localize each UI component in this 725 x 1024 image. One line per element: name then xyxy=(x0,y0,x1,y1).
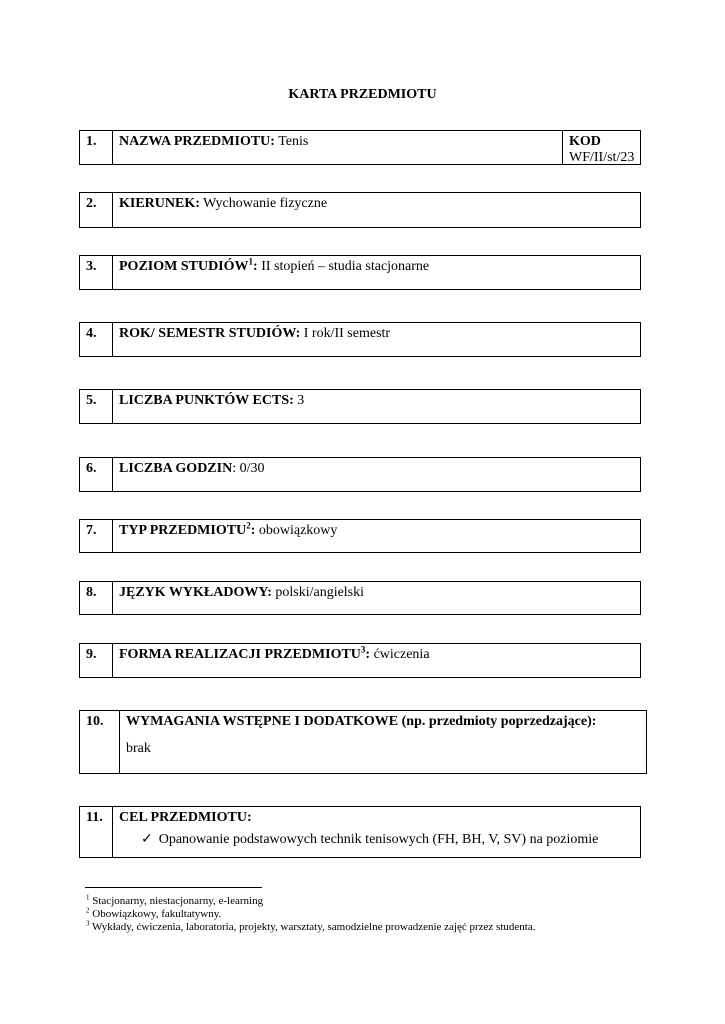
footnote xyxy=(86,921,535,934)
footnote-ref: 2 xyxy=(246,520,251,531)
section-course-type xyxy=(79,519,641,553)
footnote-mark: 2 xyxy=(86,906,90,915)
section-value: obowiązkowy xyxy=(255,523,338,538)
section-hours xyxy=(79,457,641,492)
footnote xyxy=(86,908,535,921)
section-field-of-study xyxy=(79,192,641,228)
section-label: TYP PRZEDMIOTU xyxy=(119,523,247,538)
footnote-text: Obowiązkowy, fakultatywny. xyxy=(89,908,222,920)
section-number: 1. xyxy=(80,131,113,164)
section-label: KIERUNEK: xyxy=(119,196,200,211)
section-ects-points xyxy=(79,389,641,424)
section-content xyxy=(113,193,640,227)
section-label: FORMA REALIZACJI PRZEDMIOTU xyxy=(119,647,361,662)
section-number: 9. xyxy=(80,644,113,677)
section-course-name xyxy=(79,130,641,165)
section-study-level xyxy=(79,255,641,290)
course-code-cell xyxy=(562,131,640,164)
section-label: NAZWA PRZEDMIOTU: xyxy=(119,134,275,149)
footnote xyxy=(86,895,535,908)
footnote-mark: 1 xyxy=(86,893,90,902)
section-number: 11. xyxy=(80,807,113,857)
section-year-semester xyxy=(79,322,641,357)
footnote-separator xyxy=(85,887,262,888)
section-label: CEL PRZEDMIOTU: xyxy=(119,810,252,825)
section-label: POZIOM STUDIÓW xyxy=(119,259,249,274)
section-content xyxy=(113,520,640,552)
section-label: LICZBA GODZIN xyxy=(119,461,233,476)
section-content xyxy=(113,807,640,857)
section-number: 7. xyxy=(80,520,113,552)
section-content xyxy=(113,582,640,614)
section-number: 10. xyxy=(80,711,120,773)
section-number: 8. xyxy=(80,582,113,614)
objective-text: Opanowanie podstawowych technik tenisowych (FH, BH, V, SV) na poziomie xyxy=(158,832,599,847)
section-delivery-form xyxy=(79,643,641,678)
section-value: 3 xyxy=(293,393,305,408)
footnote-ref: 1 xyxy=(248,256,254,267)
section-number: 5. xyxy=(80,390,113,423)
objective-item xyxy=(119,832,640,848)
section-label: WYMAGANIA WSTĘPNE I DODATKOWE (np. przedmioty poprzedzające): xyxy=(126,714,597,729)
course-code-value: WF/II/st/23 xyxy=(569,150,635,165)
section-content xyxy=(113,390,640,423)
section-label: LICZBA PUNKTÓW ECTS: xyxy=(119,393,294,408)
section-value: Tenis xyxy=(274,134,309,149)
section-number: 4. xyxy=(80,323,113,356)
section-label: ROK/ SEMESTR STUDIÓW: xyxy=(119,326,301,341)
section-value: II stopień – studia stacjonarne xyxy=(257,259,430,274)
section-language xyxy=(79,581,641,615)
section-content xyxy=(113,323,640,356)
footnote-text: Stacjonarny, niestacjonarny, e-learning xyxy=(89,895,264,907)
section-value: Wychowanie fizyczne xyxy=(199,196,328,211)
footnote-ref: 3 xyxy=(360,644,366,655)
footnote-mark: 3 xyxy=(86,919,90,928)
section-number: 6. xyxy=(80,458,113,491)
page-title: KARTA PRZEDMIOTU xyxy=(288,87,437,102)
section-number: 3. xyxy=(80,256,113,289)
section-value: : 0/30 xyxy=(232,461,265,476)
section-content xyxy=(113,644,640,677)
footnote-text: Wykłady, ćwiczenia, laboratoria, projekty, warsztaty, samodzielne prowadzenie zajęć przez studenta. xyxy=(89,921,536,933)
section-colon: : xyxy=(253,259,258,274)
section-label: JĘZYK WYKŁADOWY: xyxy=(119,585,272,600)
section-content xyxy=(113,131,562,164)
section-value: brak xyxy=(126,741,151,756)
footnotes xyxy=(86,895,535,934)
section-number: 2. xyxy=(80,193,113,227)
section-content xyxy=(113,458,640,491)
section-value: I rok/II semestr xyxy=(300,326,391,341)
section-content xyxy=(120,711,646,773)
section-content xyxy=(113,256,640,289)
checkmark-icon: ✓ xyxy=(141,832,153,847)
section-value: ćwiczenia xyxy=(370,647,430,662)
course-code-label: KOD xyxy=(569,134,601,149)
section-value: polski/angielski xyxy=(271,585,365,600)
section-colon: : xyxy=(365,647,371,662)
section-course-objective xyxy=(79,806,641,858)
section-colon: : xyxy=(250,523,256,538)
section-prerequisites xyxy=(79,710,647,774)
